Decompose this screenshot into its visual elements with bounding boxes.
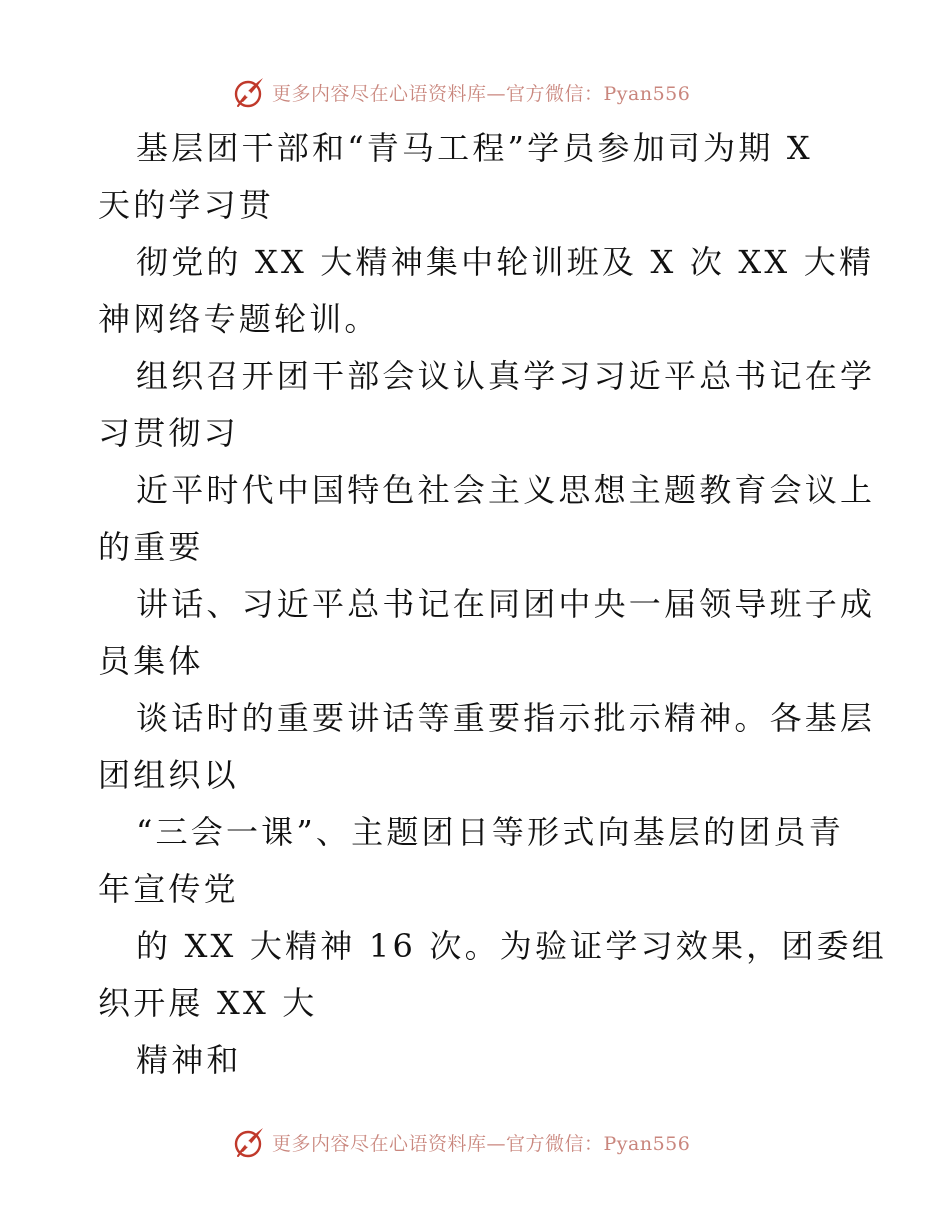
text-line: 年宣传党: [98, 870, 239, 908]
header-watermark: [232, 72, 690, 112]
text-line: 的 XX 大精神 16 次。为验证学习效果，团委组: [136, 927, 887, 965]
text-line: 近平时代中国特色社会主义思想主题教育会议上: [136, 471, 876, 509]
footer-watermark-text: 更多内容尽在心语资料库—官方微信：Pyan556: [272, 1132, 691, 1155]
text-line: 基层团干部和“青马工程”学员参加司为期 X: [136, 129, 813, 167]
text-line: 神网络专题轮训。: [98, 300, 380, 338]
text-line: 精神和: [136, 1041, 242, 1079]
text-line: 谈话时的重要讲话等重要指示批示精神。各基层: [136, 699, 876, 737]
text-line: 天的学习贯: [98, 186, 275, 224]
text-line: 织开展 XX 大: [98, 984, 318, 1022]
text-line: 习贯彻习: [98, 414, 239, 452]
header-watermark-text: 更多内容尽在心语资料库—官方微信：Pyan556: [272, 82, 691, 105]
text-line: 讲话、习近平总书记在同团中央一届领导班子成: [136, 585, 876, 623]
quill-pen-circle-icon: [232, 75, 266, 109]
text-line: 员集体: [98, 642, 204, 680]
footer-watermark: [232, 1122, 690, 1162]
text-line: 的重要: [98, 528, 204, 566]
text-line: 彻党的 XX 大精神集中轮训班及 X 次 XX 大精: [136, 243, 875, 281]
document-body: [98, 120, 887, 1089]
quill-pen-circle-icon: [232, 1125, 266, 1159]
text-line: 组织召开团干部会议认真学习习近平总书记在学: [136, 357, 876, 395]
text-line: 团组织以: [98, 756, 239, 794]
text-line: “三会一课”、主题团日等形式向基层的团员青: [136, 813, 844, 851]
